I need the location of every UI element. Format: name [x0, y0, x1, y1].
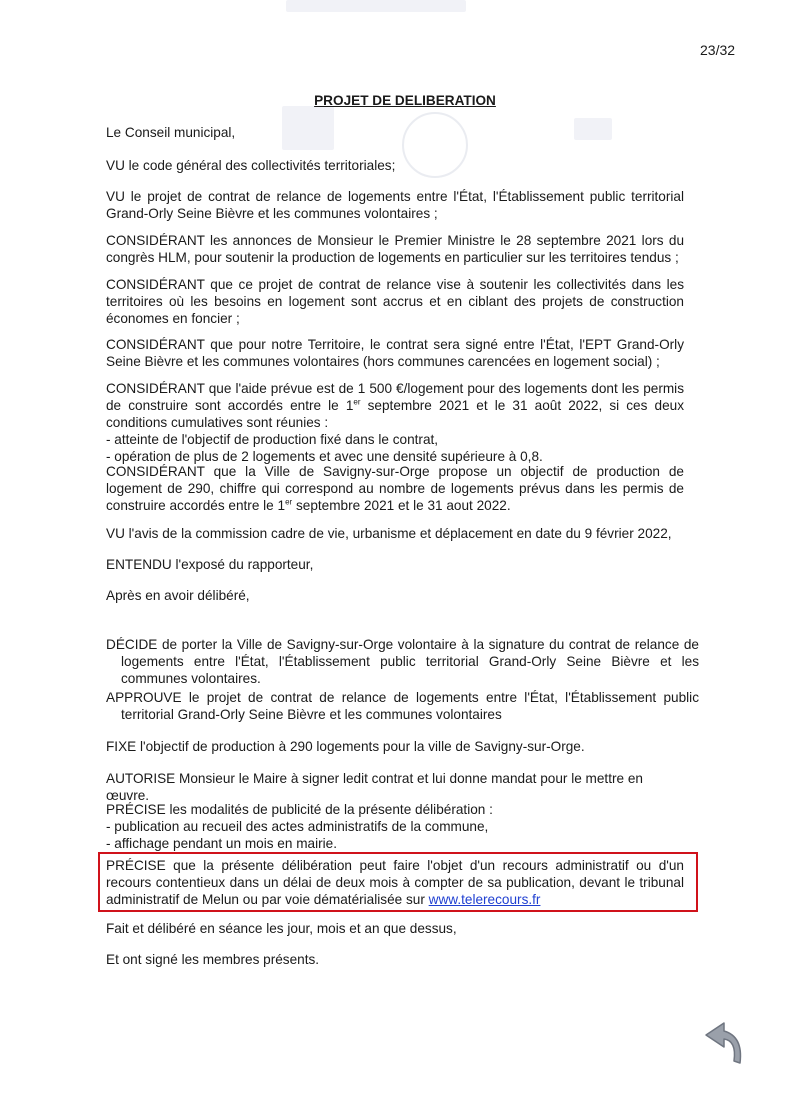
paragraph-autorise: AUTORISE Monsieur le Maire à signer ledit contrat et lui donne mandat pour le mettre en œuvre. — [106, 771, 643, 803]
paragraph-considerant-relance: CONSIDÉRANT que ce projet de contrat de relance vise à soutenir les collectivités dans les territoires où les besoins en logement sont accrus et en ciblant des projets de construction économes en foncier ; — [106, 277, 684, 326]
paragraph-fait: Fait et délibéré en séance les jour, mois et an que dessus, — [106, 921, 457, 936]
paragraph-precise-publicite — [106, 801, 684, 852]
list-item: - opération de plus de 2 logements et avec une densité supérieure à 0,8. — [106, 449, 543, 464]
paragraph-considerant-ville — [106, 463, 684, 514]
text-segment: septembre 2021 et le 31 août 2022, si ces deux conditions cumulatives sont réunies : — [106, 398, 684, 430]
superscript: er — [353, 397, 361, 407]
list-item: - affichage pendant un mois en mairie. — [106, 836, 337, 851]
superscript: er — [285, 497, 293, 507]
page-number: 23/32 — [700, 42, 736, 58]
paragraph-vu-projet: VU le projet de contrat de relance de logements entre l'État, l'Établissement public territorial Grand-Orly Seine Bièvre et les communes volontaires ; — [106, 189, 684, 221]
paragraph-apres: Après en avoir délibéré, — [106, 588, 250, 603]
text-segment: PRÉCISE que la présente délibération peut faire l'objet d'un recours administratif ou d'un recours contentieux dans un délai de deux mois à compter de sa publication, devant le tribunal administratif de Melun ou par voie dématérialisée sur — [106, 858, 684, 907]
text-segment: PRÉCISE les modalités de publicité de la présente délibération : — [106, 802, 493, 817]
bleed-through-top-bar — [286, 0, 466, 12]
paragraph-vu-code: VU le code général des collectivités territoriales; — [106, 158, 396, 173]
paragraph-approuve: APPROUVE le projet de contrat de relance de logements entre l'État, l'Établissement public territorial Grand-Orly Seine Bièvre et les communes volontaires — [106, 690, 699, 722]
paragraph-signatures: Et ont signé les membres présents. — [106, 952, 320, 967]
return-arrow-icon[interactable] — [700, 1015, 752, 1067]
list-item: - publication au recueil des actes administratifs de la commune, — [106, 819, 489, 834]
text-segment: CONSIDÉRANT que l'aide prévue est de 1 500 €/logement pour des logements dont les permis de construire sont accordés entre le 1 — [106, 381, 684, 413]
text-segment: CONSIDÉRANT que la Ville de Savigny-sur-Orge propose un objectif de production de logement de 290, chiffre qui correspond au nombre de logements prévus dans les permis de construire accordés entre le 1 — [106, 464, 684, 513]
document-title: PROJET DE DELIBERATION — [314, 93, 496, 108]
paragraph-considerant-aide — [106, 380, 684, 465]
paragraph-precise-recours — [106, 857, 684, 908]
telerecours-link[interactable]: www.telerecours.fr — [428, 892, 541, 907]
paragraph-entendu: ENTENDU l'exposé du rapporteur, — [106, 557, 314, 572]
paragraph-fixe: FIXE l'objectif de production à 290 logements pour la ville de Savigny-sur-Orge. — [106, 739, 585, 754]
text-segment: septembre 2021 et le 31 aout 2022. — [292, 498, 511, 513]
paragraph-considerant-territoire: CONSIDÉRANT que pour notre Territoire, le contrat sera signé entre l'État, l'EPT Grand-Orly Seine Bièvre et les communes volontaires (hors communes carencées en logement social) ; — [106, 337, 684, 369]
paragraph-vu-avis: VU l'avis de la commission cadre de vie, urbanisme et déplacement en date du 9 février 2022, — [106, 526, 672, 541]
paragraph-intro: Le Conseil municipal, — [106, 125, 236, 140]
list-item: - atteinte de l'objectif de production fixé dans le contrat, — [106, 432, 439, 447]
paragraph-decide: DÉCIDE de porter la Ville de Savigny-sur-Orge volontaire à la signature du contrat de relance de logements entre l'État, l'Établissement public territorial Grand-Orly Seine Bièvre et les communes volontaires. — [106, 637, 699, 686]
paragraph-considerant-annonces: CONSIDÉRANT les annonces de Monsieur le Premier Ministre le 28 septembre 2021 lors du congrès HLM, pour soutenir la production de logements en particulier sur les territoires tendus ; — [106, 233, 684, 265]
